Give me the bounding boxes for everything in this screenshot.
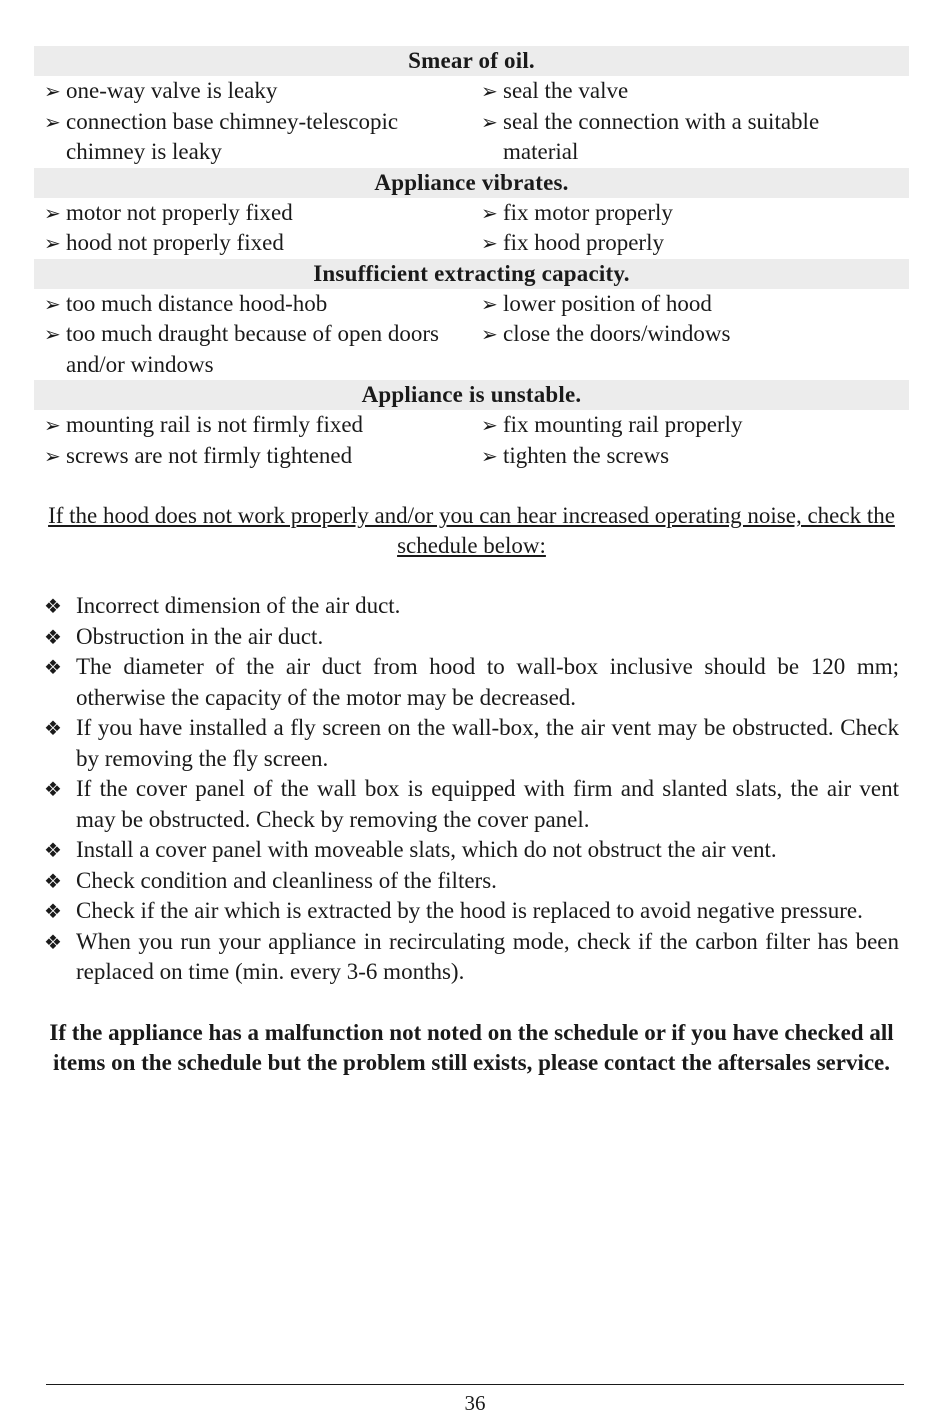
section-header-insufficient-capacity: Insufficient extracting capacity. [34, 259, 909, 289]
cause-cell [34, 76, 471, 107]
arrow-bullet-icon: ➢ [44, 322, 61, 346]
table-row [34, 319, 909, 380]
table-row [34, 198, 909, 229]
diamond-bullet-icon: ❖ [44, 716, 62, 740]
page-number: 36 [464, 1391, 486, 1415]
remedy-text: fix hood properly [503, 230, 664, 255]
cause-text: too much distance hood-hob [66, 290, 328, 316]
table-row [34, 410, 909, 441]
arrow-bullet-icon: ➢ [481, 443, 498, 468]
manual-page [34, 46, 909, 1078]
cause-cell [34, 289, 471, 320]
schedule-intro: If the hood does not work properly and/or you can hear increased operating noise, check the schedule below: [48, 503, 895, 558]
table-row [34, 76, 909, 107]
cause-text: connection base chimney-telescopic chimney is leaky [66, 108, 399, 164]
section-header-smear-of-oil: Smear of oil. [34, 46, 909, 76]
table-row [34, 289, 909, 320]
aftersales-notice: If the appliance has a malfunction not noted on the schedule or if you have checked all items on the schedule but the problem still exists, please contact the aftersales service. [49, 1019, 894, 1075]
list-item-text: Incorrect dimension of the air duct. [76, 593, 401, 618]
cause-text: mounting rail is not firmly fixed [66, 412, 364, 437]
checklist [34, 591, 909, 988]
remedy-text: seal the connection with a suitable material [503, 108, 820, 164]
list-item-text: Install a cover panel with moveable slats, which do not obstruct the air vent. [76, 837, 777, 862]
cause-text: hood not properly fixed [66, 230, 284, 255]
diamond-bullet-icon: ❖ [44, 777, 62, 801]
list-item-text: If the cover panel of the wall box is equipped with firm and slanted slats, the air vent may be obstructed. Check by removing the cover panel. [76, 776, 899, 832]
remedy-cell [471, 76, 909, 107]
cause-text: screws are not firmly tightened [66, 442, 353, 468]
remedy-cell [471, 441, 909, 472]
cause-text: motor not properly fixed [66, 199, 293, 225]
section-header-appliance-vibrates: Appliance vibrates. [34, 168, 909, 198]
remedy-cell [471, 410, 909, 441]
cause-cell [34, 228, 471, 259]
remedy-cell [471, 319, 909, 380]
arrow-bullet-icon: ➢ [481, 231, 498, 255]
arrow-bullet-icon: ➢ [481, 200, 498, 225]
arrow-bullet-icon: ➢ [481, 79, 498, 103]
diamond-bullet-icon: ❖ [44, 868, 62, 893]
arrow-bullet-icon: ➢ [44, 231, 61, 255]
section-header-appliance-unstable: Appliance is unstable. [34, 380, 909, 410]
cause-cell [34, 198, 471, 229]
list-item [44, 622, 899, 653]
remedy-text: fix mounting rail properly [503, 412, 743, 437]
diamond-bullet-icon: ❖ [44, 594, 62, 618]
diamond-bullet-icon: ❖ [44, 624, 62, 649]
table-row [34, 441, 909, 472]
list-item [44, 896, 899, 927]
list-item [44, 774, 899, 835]
cause-cell [34, 410, 471, 441]
list-item [44, 713, 899, 774]
diamond-bullet-icon: ❖ [44, 838, 62, 862]
arrow-bullet-icon: ➢ [481, 109, 498, 134]
remedy-cell [471, 228, 909, 259]
arrow-bullet-icon: ➢ [44, 291, 61, 316]
diamond-bullet-icon: ❖ [44, 655, 62, 679]
list-item-text: Check condition and cleanliness of the filters. [76, 867, 497, 893]
remedy-text: lower position of hood [503, 290, 712, 316]
arrow-bullet-icon: ➢ [481, 291, 498, 316]
cause-cell [34, 319, 471, 380]
arrow-bullet-icon: ➢ [44, 109, 61, 134]
remedy-text: seal the valve [503, 78, 629, 103]
cause-text: one-way valve is leaky [66, 78, 278, 103]
cause-text: too much draught because of open doors and/or windows [66, 321, 440, 377]
list-item [44, 591, 899, 622]
list-item [44, 652, 899, 713]
list-item [44, 835, 899, 866]
remedy-cell [471, 198, 909, 229]
diamond-bullet-icon: ❖ [44, 899, 62, 923]
list-item-text: The diameter of the air duct from hood to wall-box inclusive should be 120 mm; otherwise the capacity of the motor may be decreased. [76, 654, 899, 710]
arrow-bullet-icon: ➢ [44, 200, 61, 225]
list-item-text: If you have installed a fly screen on the wall-box, the air vent may be obstructed. Check by removing the fly screen. [76, 715, 899, 771]
remedy-cell [471, 289, 909, 320]
cause-cell [34, 107, 471, 168]
arrow-bullet-icon: ➢ [481, 413, 498, 437]
table-row [34, 228, 909, 259]
list-item [44, 866, 899, 897]
troubleshooting-table [34, 46, 909, 471]
arrow-bullet-icon: ➢ [44, 413, 61, 437]
arrow-bullet-icon: ➢ [44, 443, 61, 468]
remedy-cell [471, 107, 909, 168]
cause-cell [34, 441, 471, 472]
list-item [44, 927, 899, 988]
remedy-text: close the doors/windows [503, 321, 731, 346]
diamond-bullet-icon: ❖ [44, 929, 62, 954]
list-item-text: When you run your appliance in recirculating mode, check if the carbon filter has been replaced on time (min. every 3-6 months). [76, 928, 899, 984]
table-row [34, 107, 909, 168]
arrow-bullet-icon: ➢ [481, 322, 498, 346]
remedy-text: tighten the screws [503, 442, 670, 468]
list-item-text: Obstruction in the air duct. [76, 623, 324, 649]
list-item-text: Check if the air which is extracted by the hood is replaced to avoid negative pressure. [76, 898, 863, 923]
footer-divider [46, 1384, 904, 1385]
arrow-bullet-icon: ➢ [44, 79, 61, 103]
remedy-text: fix motor properly [503, 199, 673, 225]
